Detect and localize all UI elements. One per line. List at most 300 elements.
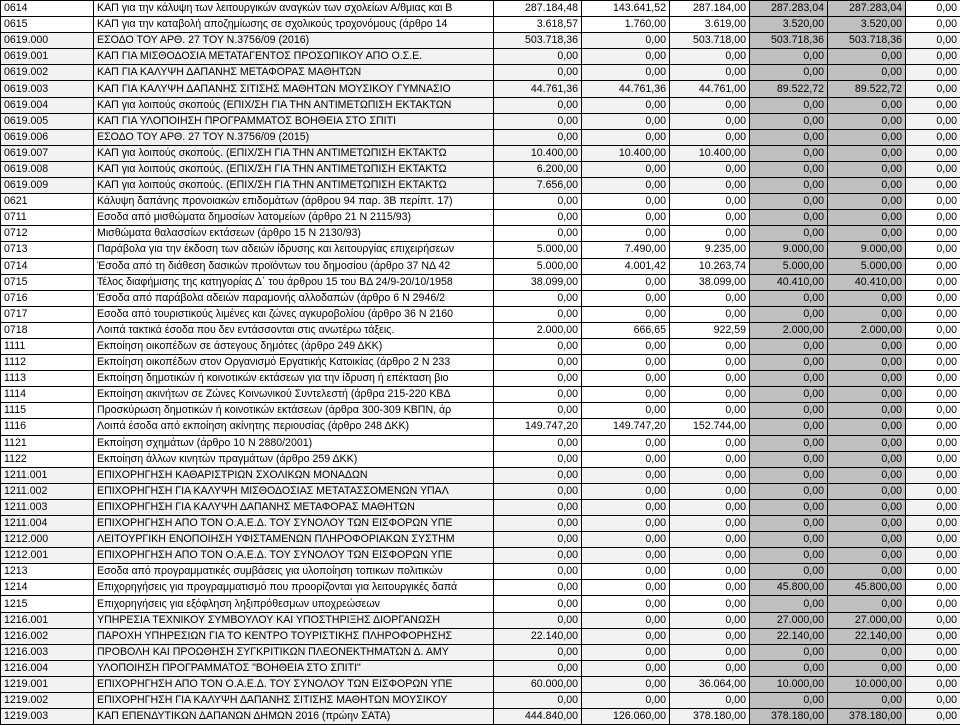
row-code[interactable]: 1216.004 [1,660,94,676]
row-value-4[interactable]: 89.522,72 [750,81,828,97]
row-code[interactable]: 1213 [1,564,94,580]
row-value-5[interactable]: 0,00 [828,483,906,499]
row-code[interactable]: 1214 [1,580,94,596]
row-value-6[interactable]: 0,00 [906,660,960,676]
row-value-5[interactable]: 0,00 [828,49,906,65]
row-value-2[interactable]: 0,00 [582,660,670,676]
row-value-5[interactable]: 287.283,04 [828,1,906,17]
row-description[interactable]: Εκποίηση οικοπέδων σε άστεγους δημότες (άρθρο 249 ΔΚΚ) [94,338,494,354]
row-description[interactable]: ΚΑΠ για λοιπούς σκοπούς. (ΕΠΙΧ/ΣΗ ΓΙΑ ΤΗΝ ΑΝΤΙΜΕΤΩΠΙΣΗ ΕΚΤΑΚΤΩ [94,178,494,194]
row-value-6[interactable]: 0,00 [906,419,960,435]
row-code[interactable]: 1219.002 [1,693,94,709]
row-description[interactable]: Εσοδα από τουριστικούς λιμένες και ζώνες αγκυροβολίου (άρθρο 36 Ν 2160 [94,306,494,322]
row-description[interactable]: ΚΑΠ για την καταβολή αποζημίωσης σε σχολικούς τροχονόμους (άρθρο 14 [94,17,494,33]
row-value-2[interactable]: 0,00 [582,65,670,81]
row-value-4[interactable]: 0,00 [750,644,828,660]
row-code[interactable]: 1216.001 [1,612,94,628]
row-value-6[interactable]: 0,00 [906,580,960,596]
row-code[interactable]: 1212.001 [1,548,94,564]
row-code[interactable]: 0619.000 [1,33,94,49]
row-value-1[interactable]: 60.000,00 [494,676,582,692]
row-value-5[interactable]: 40.410,00 [828,274,906,290]
row-value-4[interactable]: 0,00 [750,596,828,612]
row-description[interactable]: Προσκύρωση δημοτικών ή κοινοτικών εκτάσεων (άρθρα 300-309 ΚΒΠΝ, άρ [94,403,494,419]
row-description[interactable]: Τέλος διαφήμισης της κατηγορίας Δ΄ του άρθρου 15 του ΒΔ 24/9-20/10/1958 [94,274,494,290]
row-value-4[interactable]: 0,00 [750,306,828,322]
row-code[interactable]: 0619.009 [1,178,94,194]
row-description[interactable]: Εκποίηση οικοπέδων στον Οργανισμό Εργατικής Κατοικίας (άρθρο 2 Ν 233 [94,355,494,371]
row-value-2[interactable]: 10.400,00 [582,145,670,161]
row-value-1[interactable]: 7.656,00 [494,178,582,194]
row-value-2[interactable]: 0,00 [582,290,670,306]
row-value-5[interactable]: 503.718,36 [828,33,906,49]
row-value-4[interactable]: 40.410,00 [750,274,828,290]
row-value-6[interactable]: 0,00 [906,161,960,177]
row-value-2[interactable]: 0,00 [582,194,670,210]
row-value-6[interactable]: 0,00 [906,258,960,274]
row-description[interactable]: ΚΑΠ ΕΠΕΝΔΥΤΙΚΩΝ ΔΑΠΑΝΩΝ ΔΗΜΩΝ 2016 (πρώην ΣΑΤΑ) [94,709,494,725]
row-description[interactable]: ΚΑΠ για την κάλυψη των λειτουργικών αναγκών των σχολείων Α/θμιας και Β [94,1,494,17]
row-value-2[interactable]: 4.001,42 [582,258,670,274]
row-value-6[interactable]: 0,00 [906,306,960,322]
row-code[interactable]: 1215 [1,596,94,612]
row-code[interactable]: 0619.002 [1,65,94,81]
row-value-4[interactable]: 0,00 [750,338,828,354]
row-code[interactable]: 1211.004 [1,516,94,532]
row-value-3[interactable]: 0,00 [670,467,750,483]
row-code[interactable]: 1212.000 [1,532,94,548]
row-value-1[interactable]: 0,00 [494,290,582,306]
row-value-3[interactable]: 0,00 [670,596,750,612]
row-value-6[interactable]: 0,00 [906,355,960,371]
row-value-2[interactable]: 0,00 [582,532,670,548]
row-value-5[interactable]: 0,00 [828,145,906,161]
row-code[interactable]: 0619.007 [1,145,94,161]
row-code[interactable]: 0716 [1,290,94,306]
row-value-3[interactable]: 36.064,00 [670,676,750,692]
row-value-6[interactable]: 0,00 [906,387,960,403]
row-value-4[interactable]: 0,00 [750,467,828,483]
row-value-2[interactable]: 0,00 [582,33,670,49]
row-value-1[interactable]: 0,00 [494,660,582,676]
row-value-2[interactable]: 0,00 [582,612,670,628]
row-value-2[interactable]: 0,00 [582,226,670,242]
row-value-4[interactable]: 3.520,00 [750,17,828,33]
row-value-6[interactable]: 0,00 [906,242,960,258]
row-value-2[interactable]: 1.760,00 [582,17,670,33]
row-code[interactable]: 1116 [1,419,94,435]
row-description[interactable]: Μισθώματα θαλασσίων εκτάσεων (άρθρο 15 Ν 2130/93) [94,226,494,242]
row-value-2[interactable]: 0,00 [582,499,670,515]
row-value-6[interactable]: 0,00 [906,65,960,81]
row-value-6[interactable]: 0,00 [906,644,960,660]
row-description[interactable]: ΕΣΟΔΟ ΤΟΥ ΑΡΘ. 27 ΤΟΥ Ν.3756/09 (2015) [94,129,494,145]
row-value-5[interactable]: 0,00 [828,419,906,435]
row-value-5[interactable]: 5.000,00 [828,258,906,274]
row-value-1[interactable]: 0,00 [494,403,582,419]
row-value-2[interactable]: 0,00 [582,274,670,290]
row-value-1[interactable]: 149.747,20 [494,419,582,435]
row-value-3[interactable]: 0,00 [670,548,750,564]
row-value-1[interactable]: 0,00 [494,467,582,483]
row-value-4[interactable]: 0,00 [750,129,828,145]
row-value-2[interactable]: 0,00 [582,161,670,177]
row-value-2[interactable]: 666,65 [582,322,670,338]
row-value-1[interactable]: 0,00 [494,65,582,81]
row-value-2[interactable]: 0,00 [582,355,670,371]
row-value-3[interactable]: 0,00 [670,290,750,306]
row-value-5[interactable]: 0,00 [828,338,906,354]
row-value-2[interactable]: 0,00 [582,306,670,322]
row-value-5[interactable]: 0,00 [828,564,906,580]
row-value-3[interactable]: 0,00 [670,97,750,113]
row-value-5[interactable]: 0,00 [828,516,906,532]
row-value-6[interactable]: 0,00 [906,1,960,17]
row-description[interactable]: Εκποίηση ακινήτων σε Ζώνες Κοινωνικού Συντελεστή (άρθρα 215-220 ΚΒΔ [94,387,494,403]
row-value-6[interactable]: 0,00 [906,435,960,451]
row-description[interactable]: ΚΑΠ ΓΙΑ ΚΑΛΥΨΗ ΔΑΠΑΝΗΣ ΣΙΤΙΣΗΣ ΜΑΘΗΤΩΝ ΜΟΥΣΙΚΟΥ ΓΥΜΝΑΣΙΟ [94,81,494,97]
row-description[interactable]: ΚΑΠ για λοιπούς σκοπούς. (ΕΠΙΧ/ΣΗ ΓΙΑ ΤΗΝ ΑΝΤΙΜΕΤΩΠΙΣΗ ΕΚΤΑΚΤΩ [94,145,494,161]
row-value-6[interactable]: 0,00 [906,403,960,419]
row-value-1[interactable]: 6.200,00 [494,161,582,177]
row-value-5[interactable]: 45.800,00 [828,580,906,596]
row-description[interactable]: Εσοδα από μισθώματα δημοσίων λατομείων (άρθρο 21 Ν 2115/93) [94,210,494,226]
row-value-4[interactable]: 0,00 [750,403,828,419]
row-code[interactable]: 0619.008 [1,161,94,177]
row-value-5[interactable]: 0,00 [828,660,906,676]
row-value-1[interactable]: 0,00 [494,306,582,322]
row-value-1[interactable]: 22.140,00 [494,628,582,644]
row-description[interactable]: ΥΛΟΠΟΙΗΣΗ ΠΡΟΓΡΑΜΜΑΤΟΣ "ΒΟΗΘΕΙΑ ΣΤΟ ΣΠΙΤΙ" [94,660,494,676]
row-value-5[interactable]: 0,00 [828,355,906,371]
row-value-5[interactable]: 89.522,72 [828,81,906,97]
row-value-3[interactable]: 38.099,00 [670,274,750,290]
row-value-4[interactable]: 0,00 [750,65,828,81]
row-description[interactable]: Έσοδα από τη διάθεση δασικών προϊόντων του δημοσίου (άρθρο 37 ΝΔ 42 [94,258,494,274]
row-value-6[interactable]: 0,00 [906,709,960,725]
row-value-5[interactable]: 0,00 [828,371,906,387]
row-value-6[interactable]: 0,00 [906,145,960,161]
row-value-3[interactable]: 0,00 [670,644,750,660]
row-value-4[interactable]: 5.000,00 [750,258,828,274]
row-value-6[interactable]: 0,00 [906,596,960,612]
row-description[interactable]: Εσοδα από προγραμματικές συμβάσεις για υλοποίηση τοπικων πολιτικών [94,564,494,580]
row-value-5[interactable]: 9.000,00 [828,242,906,258]
row-value-6[interactable]: 0,00 [906,612,960,628]
row-code[interactable]: 1216.003 [1,644,94,660]
row-code[interactable]: 0619.004 [1,97,94,113]
row-value-1[interactable]: 0,00 [494,532,582,548]
row-value-5[interactable]: 0,00 [828,644,906,660]
row-value-5[interactable]: 3.520,00 [828,17,906,33]
row-value-3[interactable]: 0,00 [670,226,750,242]
row-value-4[interactable]: 0,00 [750,387,828,403]
row-value-2[interactable]: 0,00 [582,548,670,564]
row-value-4[interactable]: 503.718,36 [750,33,828,49]
row-description[interactable]: Έσοδα από παράβολα αδειών παραμονής αλλοδαπών (άρθρο 6 Ν 2946/2 [94,290,494,306]
row-value-4[interactable]: 0,00 [750,113,828,129]
row-code[interactable]: 1111 [1,338,94,354]
row-value-3[interactable]: 0,00 [670,435,750,451]
row-value-2[interactable]: 149.747,20 [582,419,670,435]
row-value-1[interactable]: 0,00 [494,644,582,660]
row-value-3[interactable]: 0,00 [670,612,750,628]
row-value-3[interactable]: 0,00 [670,660,750,676]
row-value-2[interactable]: 0,00 [582,516,670,532]
row-description[interactable]: ΥΠΗΡΕΣΙΑ ΤΕΧΝΙΚΟΥ ΣΥΜΒΟΥΛΟΥ ΚΑΙ ΥΠΟΣΤΗΡΙΞΗΣ ΔΙΟΡΓΑΝΩΣΗ [94,612,494,628]
row-value-1[interactable]: 0,00 [494,387,582,403]
row-value-6[interactable]: 0,00 [906,693,960,709]
row-value-2[interactable]: 0,00 [582,467,670,483]
row-value-5[interactable]: 0,00 [828,596,906,612]
row-value-1[interactable]: 0,00 [494,693,582,709]
row-value-2[interactable]: 0,00 [582,435,670,451]
row-value-6[interactable]: 0,00 [906,467,960,483]
row-value-1[interactable]: 44.761,36 [494,81,582,97]
row-description[interactable]: Εκποίηση σχημάτων (άρθρο 10 Ν 2880/2001) [94,435,494,451]
row-value-5[interactable]: 0,00 [828,194,906,210]
row-value-3[interactable]: 0,00 [670,129,750,145]
row-code[interactable]: 0615 [1,17,94,33]
row-value-6[interactable]: 0,00 [906,49,960,65]
row-value-6[interactable]: 0,00 [906,274,960,290]
row-value-5[interactable]: 0,00 [828,178,906,194]
row-value-2[interactable]: 0,00 [582,371,670,387]
row-code[interactable]: 0619.001 [1,49,94,65]
row-value-6[interactable]: 0,00 [906,97,960,113]
row-value-5[interactable]: 0,00 [828,97,906,113]
row-code[interactable]: 1122 [1,451,94,467]
row-value-5[interactable]: 0,00 [828,499,906,515]
row-value-6[interactable]: 0,00 [906,178,960,194]
row-value-5[interactable]: 0,00 [828,210,906,226]
row-value-5[interactable]: 10.000,00 [828,676,906,692]
row-value-4[interactable]: 0,00 [750,371,828,387]
row-value-5[interactable]: 378.180,00 [828,709,906,725]
row-value-3[interactable]: 922,59 [670,322,750,338]
row-value-1[interactable]: 10.400,00 [494,145,582,161]
row-value-1[interactable]: 0,00 [494,338,582,354]
row-value-4[interactable]: 0,00 [750,532,828,548]
row-value-5[interactable]: 22.140,00 [828,628,906,644]
row-value-3[interactable]: 0,00 [670,49,750,65]
row-value-4[interactable]: 0,00 [750,145,828,161]
row-value-6[interactable]: 0,00 [906,17,960,33]
row-value-1[interactable]: 5.000,00 [494,242,582,258]
row-value-5[interactable]: 0,00 [828,548,906,564]
row-value-4[interactable]: 0,00 [750,97,828,113]
row-value-6[interactable]: 0,00 [906,129,960,145]
row-value-6[interactable]: 0,00 [906,676,960,692]
row-value-1[interactable]: 0,00 [494,516,582,532]
row-code[interactable]: 1216.002 [1,628,94,644]
row-description[interactable]: ΛΕΙΤΟΥΡΓΙΚΗ ΕΝΟΠΟΙΗΣΗ ΥΦΙΣΤΑΜΕΝΩΝ ΠΛΗΡΟΦΟΡΙΑΚΩΝ ΣΥΣΤΗΜ [94,532,494,548]
row-value-2[interactable]: 0,00 [582,210,670,226]
row-value-4[interactable]: 0,00 [750,194,828,210]
row-value-4[interactable]: 27.000,00 [750,612,828,628]
row-value-3[interactable]: 0,00 [670,338,750,354]
row-value-4[interactable]: 0,00 [750,210,828,226]
row-code[interactable]: 1211.003 [1,499,94,515]
row-value-3[interactable]: 0,00 [670,693,750,709]
row-description[interactable]: Επιχορηγήσεις για εξόφληση ληξιπρόθεσμων υποχρεώσεων [94,596,494,612]
row-value-6[interactable]: 0,00 [906,483,960,499]
row-value-5[interactable]: 0,00 [828,403,906,419]
row-code[interactable]: 1112 [1,355,94,371]
row-value-2[interactable]: 0,00 [582,693,670,709]
row-value-1[interactable]: 0,00 [494,194,582,210]
row-code[interactable]: 0718 [1,322,94,338]
row-value-4[interactable]: 0,00 [750,226,828,242]
row-value-4[interactable]: 0,00 [750,483,828,499]
row-code[interactable]: 1219.001 [1,676,94,692]
row-description[interactable]: ΠΑΡΟΧΗ ΥΠΗΡΕΣΙΩΝ ΓΙΑ ΤΟ ΚΕΝΤΡΟ ΤΟΥΡΙΣΤΙΚΗΣ ΠΛΗΡΟΦΟΡΗΣΗΣ [94,628,494,644]
row-value-2[interactable]: 0,00 [582,628,670,644]
row-value-2[interactable]: 0,00 [582,113,670,129]
row-value-3[interactable]: 0,00 [670,516,750,532]
row-code[interactable]: 0713 [1,242,94,258]
row-value-1[interactable]: 5.000,00 [494,258,582,274]
row-code[interactable]: 1114 [1,387,94,403]
row-value-6[interactable]: 0,00 [906,451,960,467]
row-value-4[interactable]: 0,00 [750,49,828,65]
row-code[interactable]: 0712 [1,226,94,242]
row-value-4[interactable]: 9.000,00 [750,242,828,258]
row-value-4[interactable]: 0,00 [750,564,828,580]
row-value-3[interactable]: 0,00 [670,499,750,515]
row-value-6[interactable]: 0,00 [906,226,960,242]
row-value-5[interactable]: 0,00 [828,113,906,129]
row-value-2[interactable]: 0,00 [582,338,670,354]
row-value-4[interactable]: 45.800,00 [750,580,828,596]
row-description[interactable]: ΚΑΠ ΓΙΑ ΜΙΣΘΟΔΟΣΙΑ ΜΕΤΑΤΑΓΕΝΤΟΣ ΠΡΟΣΩΠΙΚΟΥ ΑΠΟ Ο.Σ.Ε. [94,49,494,65]
row-value-3[interactable]: 0,00 [670,113,750,129]
row-value-2[interactable]: 0,00 [582,97,670,113]
row-value-1[interactable]: 503.718,36 [494,33,582,49]
row-value-6[interactable]: 0,00 [906,194,960,210]
row-value-1[interactable]: 0,00 [494,355,582,371]
row-value-1[interactable]: 0,00 [494,499,582,515]
row-value-5[interactable]: 27.000,00 [828,612,906,628]
row-value-3[interactable]: 0,00 [670,628,750,644]
row-value-2[interactable]: 7.490,00 [582,242,670,258]
row-value-2[interactable]: 0,00 [582,387,670,403]
row-value-4[interactable]: 0,00 [750,516,828,532]
row-code[interactable]: 1219.003 [1,709,94,725]
row-description[interactable]: ΕΠΙΧΟΡΗΓΗΣΗ ΑΠΟ ΤΟΝ Ο.Α.Ε.Δ. ΤΟΥ ΣΥΝΟΛΟΥ ΤΩΝ ΕΙΣΦΟΡΩΝ ΥΠΕ [94,676,494,692]
row-value-1[interactable]: 287.184,48 [494,1,582,17]
row-value-3[interactable]: 3.619,00 [670,17,750,33]
row-value-1[interactable]: 0,00 [494,97,582,113]
row-value-6[interactable]: 0,00 [906,338,960,354]
row-value-5[interactable]: 0,00 [828,226,906,242]
row-value-2[interactable]: 0,00 [582,451,670,467]
row-value-2[interactable]: 0,00 [582,483,670,499]
row-code[interactable]: 0715 [1,274,94,290]
row-description[interactable]: Επιχορηγήσεις για προγραμματισμό που προορίζονται για λειτουργικές δαπά [94,580,494,596]
row-code[interactable]: 0619.006 [1,129,94,145]
row-value-4[interactable]: 0,00 [750,548,828,564]
row-value-3[interactable]: 0,00 [670,483,750,499]
row-value-2[interactable]: 0,00 [582,580,670,596]
row-value-2[interactable]: 0,00 [582,403,670,419]
row-value-4[interactable]: 0,00 [750,435,828,451]
row-value-4[interactable]: 378.180,00 [750,709,828,725]
row-value-1[interactable]: 0,00 [494,113,582,129]
row-value-4[interactable]: 0,00 [750,290,828,306]
row-value-3[interactable]: 0,00 [670,65,750,81]
row-value-1[interactable]: 444.840,00 [494,709,582,725]
row-value-3[interactable]: 0,00 [670,355,750,371]
row-value-1[interactable]: 0,00 [494,49,582,65]
row-value-2[interactable]: 0,00 [582,49,670,65]
row-code[interactable]: 0717 [1,306,94,322]
row-value-2[interactable]: 0,00 [582,596,670,612]
row-description[interactable]: Λοιπά τακτικά έσοδα που δεν εντάσσονται στις ανωτέρω τάξεις. [94,322,494,338]
row-value-1[interactable]: 0,00 [494,371,582,387]
row-code[interactable]: 1211.002 [1,483,94,499]
row-code[interactable]: 0711 [1,210,94,226]
row-description[interactable]: ΠΡΟΒΟΛΗ ΚΑΙ ΠΡΟΩΘΗΣΗ ΣΥΓΚΡΙΤΙΚΩΝ ΠΛΕΟΝΕΚΤΗΜΑΤΩΝ Δ. ΑΜΥ [94,644,494,660]
row-value-3[interactable]: 0,00 [670,371,750,387]
row-value-5[interactable]: 0,00 [828,161,906,177]
row-description[interactable]: ΕΠΙΧΟΡΗΓΗΣΗ ΓΙΑ ΚΑΛΥΨΗ ΔΑΠΑΝΗΣ ΜΕΤΑΦΟΡΑΣ ΜΑΘΗΤΩΝ [94,499,494,515]
row-value-3[interactable]: 0,00 [670,403,750,419]
row-description[interactable]: ΕΠΙΧΟΡΗΓΗΣΗ ΑΠΟ ΤΟΝ Ο.Α.Ε.Δ. ΤΟΥ ΣΥΝΟΛΟΥ ΤΩΝ ΕΙΣΦΟΡΩΝ ΥΠΕ [94,516,494,532]
row-value-2[interactable]: 0,00 [582,129,670,145]
row-description[interactable]: ΚΑΠ ΓΙΑ ΥΛΟΠΟΙΗΣΗ ΠΡΟΓΡΑΜΜΑΤΟΣ ΒΟΗΘΕΙΑ ΣΤΟ ΣΠΙΤΙ [94,113,494,129]
row-value-6[interactable]: 0,00 [906,210,960,226]
row-value-4[interactable]: 10.000,00 [750,676,828,692]
row-value-5[interactable]: 0,00 [828,65,906,81]
row-description[interactable]: Κάλυψη δαπάνης προνοιακών επιδομάτων (άρθρου 94 παρ. 3Β περίπτ. 17) [94,194,494,210]
row-value-6[interactable]: 0,00 [906,516,960,532]
row-value-4[interactable]: 22.140,00 [750,628,828,644]
row-value-3[interactable]: 0,00 [670,178,750,194]
row-value-1[interactable]: 0,00 [494,129,582,145]
row-value-4[interactable]: 0,00 [750,660,828,676]
row-description[interactable]: Παράβολα για την έκδοση των αδειών ίδρυσης και λειτουργίας επιχειρήσεων [94,242,494,258]
row-value-1[interactable]: 0,00 [494,483,582,499]
row-value-5[interactable]: 0,00 [828,306,906,322]
row-code[interactable]: 0619.003 [1,81,94,97]
row-value-1[interactable]: 0,00 [494,564,582,580]
row-value-3[interactable]: 9.235,00 [670,242,750,258]
row-value-4[interactable]: 0,00 [750,693,828,709]
row-value-3[interactable]: 0,00 [670,564,750,580]
row-value-3[interactable]: 44.761,00 [670,81,750,97]
row-value-6[interactable]: 0,00 [906,290,960,306]
row-value-3[interactable]: 0,00 [670,532,750,548]
row-value-5[interactable]: 2.000,00 [828,322,906,338]
row-value-6[interactable]: 0,00 [906,564,960,580]
row-description[interactable]: ΕΠΙΧΟΡΗΓΗΣΗ ΚΑΘΑΡΙΣΤΡΙΩΝ ΣΧΟΛΙΚΩΝ ΜΟΝΑΔΩΝ [94,467,494,483]
row-value-3[interactable]: 0,00 [670,387,750,403]
row-description[interactable]: ΕΠΙΧΟΡΗΓΗΣΗ ΓΙΑ ΚΑΛΥΨΗ ΜΙΣΘΟΔΟΣΙΑΣ ΜΕΤΑΤΑΣΣΟΜΕΝΩΝ ΥΠΑΛ [94,483,494,499]
row-code[interactable]: 0614 [1,1,94,17]
row-value-3[interactable]: 10.400,00 [670,145,750,161]
row-code[interactable]: 1113 [1,371,94,387]
row-value-1[interactable]: 0,00 [494,451,582,467]
row-value-1[interactable]: 0,00 [494,580,582,596]
row-value-4[interactable]: 2.000,00 [750,322,828,338]
row-value-4[interactable]: 0,00 [750,451,828,467]
row-value-5[interactable]: 0,00 [828,290,906,306]
row-value-5[interactable]: 0,00 [828,129,906,145]
row-value-6[interactable]: 0,00 [906,33,960,49]
row-description[interactable]: ΕΠΙΧΟΡΗΓΗΣΗ ΓΙΑ ΚΑΛΥΨΗ ΔΑΠΑΝΗΣ ΣΙΤΙΣΗΣ ΜΑΘΗΤΩΝ ΜΟΥΣΙΚΟΥ [94,693,494,709]
row-value-6[interactable]: 0,00 [906,548,960,564]
